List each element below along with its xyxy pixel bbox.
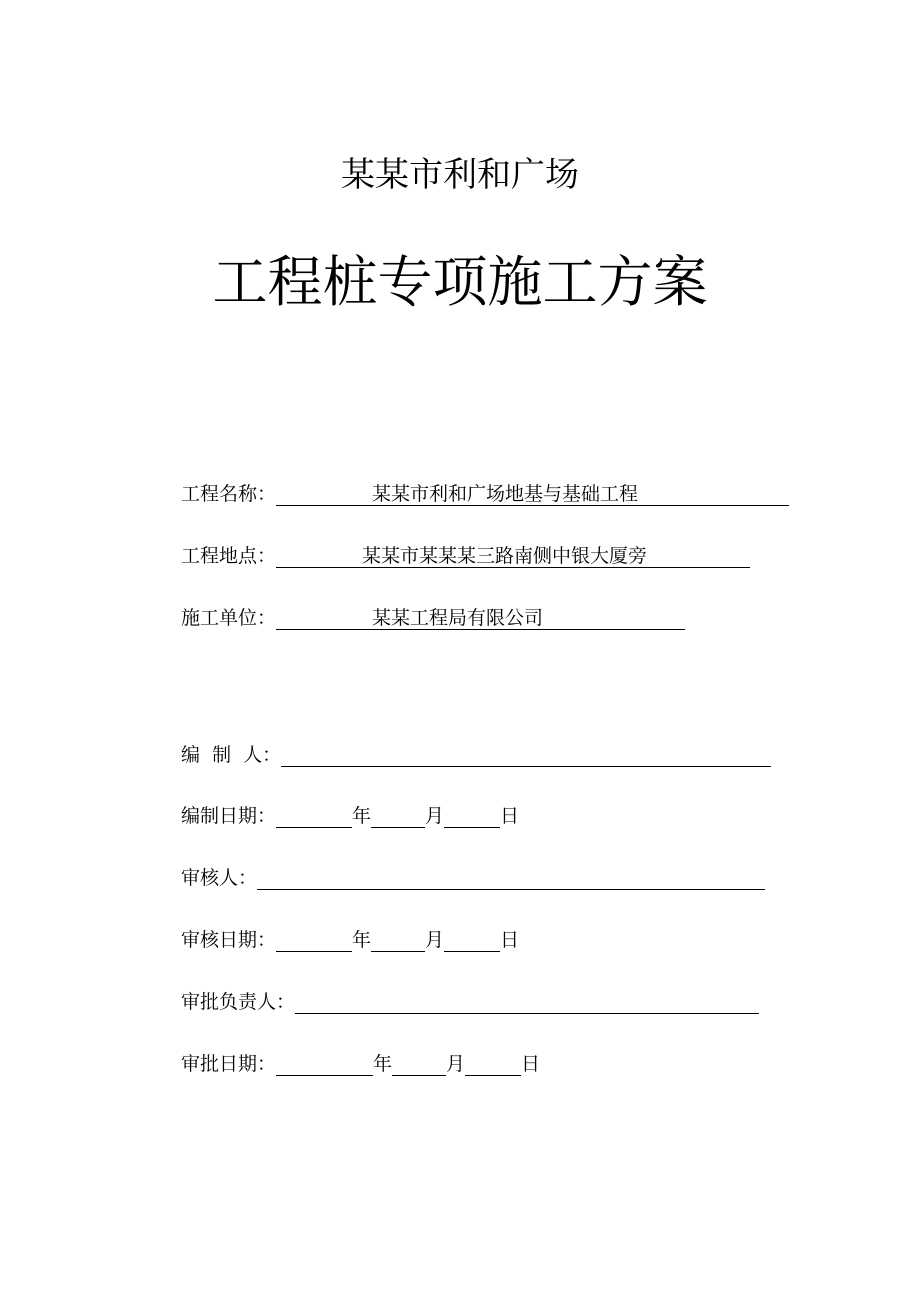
compile-day-field [444,801,500,828]
reviewer-label: 审核人： [181,867,258,889]
compile-day-unit: 日 [500,805,520,827]
approve-month-unit: 月 [446,1053,466,1075]
review-year-unit: 年 [352,929,372,951]
contractor-row [181,603,685,633]
review-month-unit: 月 [425,929,445,951]
project-location-label: 工程地点： [181,545,277,567]
document-subtitle: 某某市利和广场 [341,155,579,195]
approver-field [295,987,759,1014]
reviewer-field [257,863,765,890]
project-location-value: 某某市某某某三路南侧中银大厦旁 [362,545,648,567]
compile-year-field [276,801,352,828]
project-name-field [276,479,789,506]
contractor-field [276,603,685,630]
compile-month-field [371,801,425,828]
approve-day-field [465,1049,521,1076]
review-date-row [181,925,519,955]
document-title: 工程桩专项施工方案 [212,250,708,314]
approver-row [181,987,759,1017]
review-date-label: 审核日期： [181,929,277,951]
project-name-label: 工程名称： [181,483,277,505]
compile-month-unit: 月 [425,805,445,827]
compile-date-row [181,801,519,831]
approve-date-label: 审批日期： [181,1053,277,1075]
approver-label: 审批负责人： [181,991,296,1013]
reviewer-row [181,863,765,893]
approve-date-row [181,1049,540,1079]
project-location-field [276,541,750,568]
project-location-row [181,541,750,571]
approve-year-field [276,1049,373,1076]
contractor-value: 某某工程局有限公司 [372,607,544,629]
project-name-row [181,479,789,509]
project-name-value: 某某市利和广场地基与基础工程 [372,483,639,505]
approve-year-unit: 年 [373,1053,393,1075]
review-month-field [371,925,425,952]
review-year-field [276,925,352,952]
approve-month-field [392,1049,446,1076]
review-day-unit: 日 [500,929,520,951]
compiler-row [181,740,771,770]
review-day-field [444,925,500,952]
contractor-label: 施工单位： [181,607,277,629]
compile-year-unit: 年 [352,805,372,827]
approve-day-unit: 日 [521,1053,541,1075]
compiler-field [281,740,771,767]
compile-date-label: 编制日期： [181,805,277,827]
compiler-label: 编 制 人： [181,744,282,766]
